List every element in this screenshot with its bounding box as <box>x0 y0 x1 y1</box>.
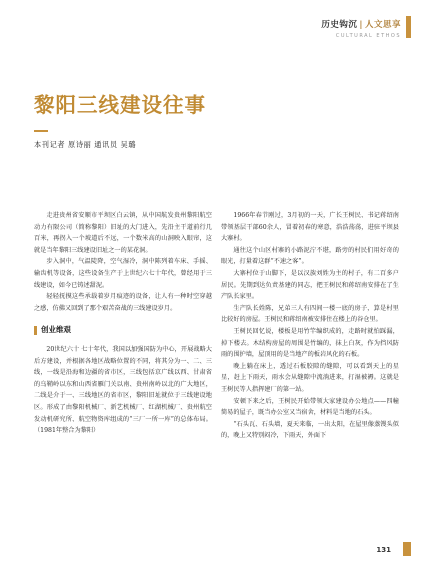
section-heading <box>34 324 212 336</box>
header-accent-bar <box>406 16 411 38</box>
page-accent-bar <box>403 542 411 556</box>
paragraph: 步入洞中，气温陡降，空气湿冷，洞中陈列着车床、手摇、输齿机等设备，这些设备生产于上世纪六七十年代，曾经用于三线建设，如今已铸述甜泥。 <box>34 258 212 289</box>
title-underline <box>34 130 48 132</box>
left-column <box>34 210 212 437</box>
header-subtitle: CULTURAL ETHOS <box>335 33 401 39</box>
paragraph: 20世纪六十 七十年代，我国以加强国防为中心，开展战略大后方建设，并根据各地区战略位置的不同，将其分为一、二、三线，一线是沿海和边疆的省市区，三线包括京广线以西、甘肃省的乌鞘岭以东和山西省雁门关以南、贵州南岭以北的广大地区，二线是介于一、三线地区的省市区，黎阳旧址就位于三线建设地区。形成了由黎阳机械厂、新艺机械厂、红湖机械厂、贵州航空发动机研究所、航空物资库组成的“三厂一所一库”的总体布局。（1981年整合为黎阳） <box>34 345 212 435</box>
section-heading-text: 创业维艰 <box>41 325 71 335</box>
article-byline: 本刊记者 原诗丽 通讯员 吴璐 <box>34 140 137 149</box>
header-section-label: 历史钩沉 <box>321 20 358 30</box>
paragraph: “石头瓦、石头墙，夏天来临，一出太阳，在屋里像蒸馒头似的，晚上又特别闷冷，下雨天，外面下 <box>221 420 399 440</box>
paragraph: 大寨村位于山脚下，是以汉族刘姓为主的村子，有二百多户居民。先期到达负责基建的同志，把王树民和蒋绍南安排在了生产队长家里。 <box>221 269 399 301</box>
paragraph: 安顿下来之后，王树民开始带领大家建设办公地点——四幢简易的屋子，既当办公室又当宿舍，材料是当地的石头。 <box>221 397 399 417</box>
paragraph: 通往这个山区村寨的小路泥泞不堪，路旁的村民们用好奇的眼光，打量着这群“不速之客”。 <box>221 246 399 266</box>
header-column-label: 人文思享 <box>364 20 401 30</box>
paragraph: 走进贵州省安顺市平坝区白云镇，从中国航发贵州黎阳航空动力有限公司（简称黎阳）旧址的大门进入，先沿主干道前行几百米，再拐入一个坡道后不远，一个数米高的山洞映入眼帘，这就是当年黎阳三线建设旧址之一的某花洞。 <box>34 212 212 254</box>
header-columns <box>321 18 401 30</box>
paragraph: 1966年春节刚过，3月初的一天，广长王树民、书记蒋绍南带领基层干部60余人，冒着初春的寒意，浩浩荡荡，进驻平坝县大寨村。 <box>221 212 399 243</box>
running-header <box>321 18 401 39</box>
page-number: 131 <box>376 546 391 554</box>
paragraph: 生产队长姓陈，兄弟三人有四间一楼一底的房子，算是村里比较好的房屋。王树民和蒋绍南被安排住在楼上的谷仓里。 <box>221 304 399 324</box>
paragraph: 晚上躺在床上，透过石板胶隙的缝隙，可以看到天上的星星，赶上下雨天，雨水会从缝隙中流淌进来，打湿被褥。这就是王树民等人指挥建厂的第一站。 <box>221 362 399 393</box>
paragraph: 王树民回忆说，楼板是用竹竿编织成的，走路时就怕踩漏，掉下楼去。木结构房屋的周围是竹编的，抹上白灰，作为挡风防雨的围护墙，屋顶用的是当地产的板岩风化的石板。 <box>221 327 399 359</box>
section-marker <box>34 326 37 335</box>
header-separator: | <box>359 20 363 30</box>
paragraph: 轻轻抚摸这些承载着岁月痕迹的设备，让人有一种时空穿越之感，仿佛又回到了那个艰苦奋战的三线建设岁月。 <box>34 293 212 312</box>
article-title: 黎阳三线建设往事 <box>34 93 206 117</box>
right-column <box>221 210 399 442</box>
